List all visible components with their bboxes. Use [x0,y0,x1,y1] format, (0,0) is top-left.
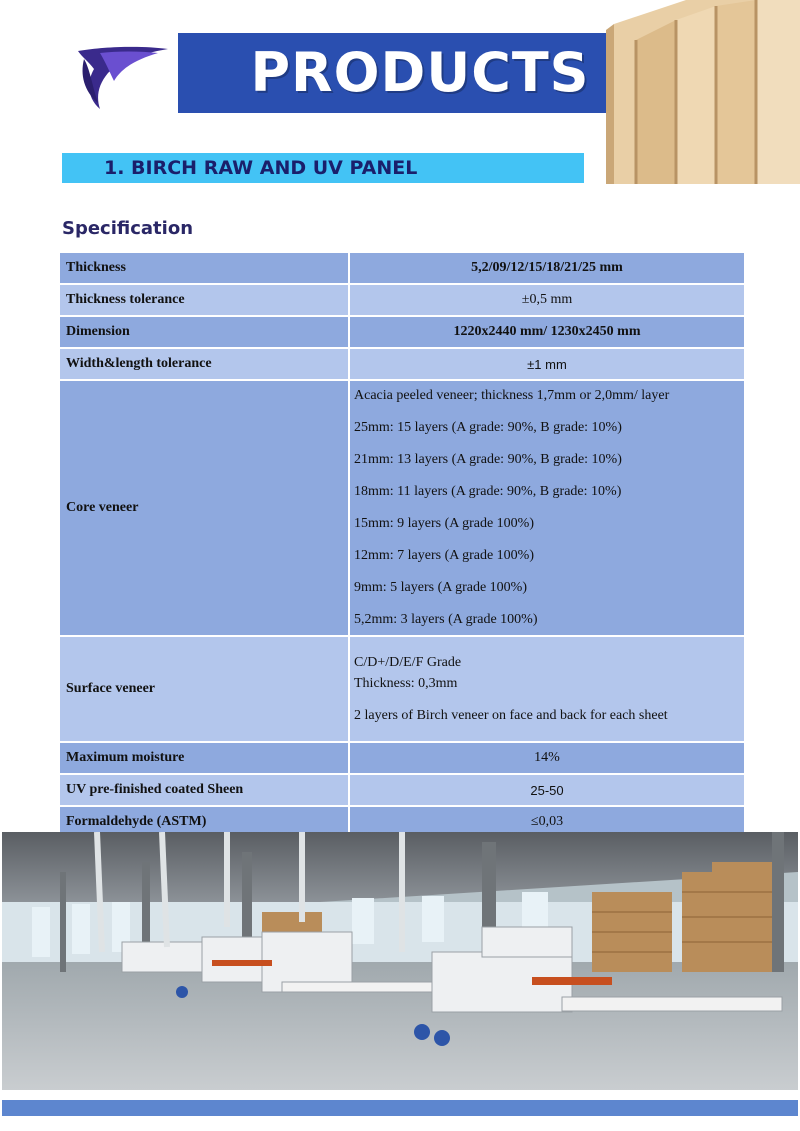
list-item: Acacia peeled veneer; thickness 1,7mm or 2,0mm/ layer [354,388,670,403]
header-stripe [182,33,191,113]
list-item: 5,2mm: 3 layers (A grade 100%) [354,612,538,627]
row-value: 14% [534,750,560,765]
row-label: Thickness tolerance [60,285,350,315]
header-stripe [198,33,207,113]
specification-table [60,253,744,837]
row-value: ±0,5 mm [521,292,573,307]
row-value: ±1 mm [527,356,567,372]
row-value-list [350,381,744,635]
factory-image [2,832,798,1090]
list-item: 21mm: 13 layers (A grade: 90%, B grade: 10%) [354,452,622,467]
row-label: Formaldehyde (ASTM) [60,807,350,837]
row-value: 25-50 [530,782,564,798]
list-item: C/D+/D/E/F Grade [354,655,462,670]
row-value: ≤0,03 [530,814,564,829]
logo-container [0,33,178,113]
specification-title: Specification [62,218,194,239]
footer-bar [2,1100,798,1116]
table-row-uv-sheen [60,775,744,807]
table-row-width-length-tolerance [60,349,744,381]
row-label: Maximum moisture [60,743,350,773]
table-row-dimension [60,317,744,349]
row-label: Dimension [60,317,350,347]
row-label: Core veneer [60,381,350,635]
list-item: 12mm: 7 layers (A grade 100%) [354,548,535,563]
table-row-surface-veneer [60,637,744,743]
list-item: 15mm: 9 layers (A grade 100%) [354,516,535,531]
row-label: UV pre-finished coated Sheen [60,775,350,805]
table-row-maximum-moisture [60,743,744,775]
row-label: Thickness [60,253,350,283]
list-item: 18mm: 11 layers (A grade: 90%, B grade: 10%) [354,484,622,499]
table-row-thickness [60,253,744,285]
page-title: PRODUCTS [250,41,590,104]
list-item: 2 layers of Birch veneer on face and back for each sheet [354,708,668,723]
plywood-image [606,0,800,184]
company-logo-icon [0,33,178,113]
row-label: Surface veneer [60,637,350,741]
list-item: 9mm: 5 layers (A grade 100%) [354,580,528,595]
row-value: 5,2/09/12/15/18/21/25 mm [471,260,623,275]
list-item: 25mm: 15 layers (A grade: 90%, B grade: 10%) [354,420,622,435]
table-row-core-veneer [60,381,744,637]
header-stripe [214,33,223,113]
section-heading: 1. BIRCH RAW AND UV PANEL [62,153,584,183]
list-item: Thickness: 0,3mm [354,676,458,691]
header-stripe [230,33,236,113]
row-label: Width&length tolerance [60,349,350,379]
table-row-thickness-tolerance [60,285,744,317]
row-value: 1220x2440 mm/ 1230x2450 mm [453,324,641,339]
row-value-list [350,637,744,741]
